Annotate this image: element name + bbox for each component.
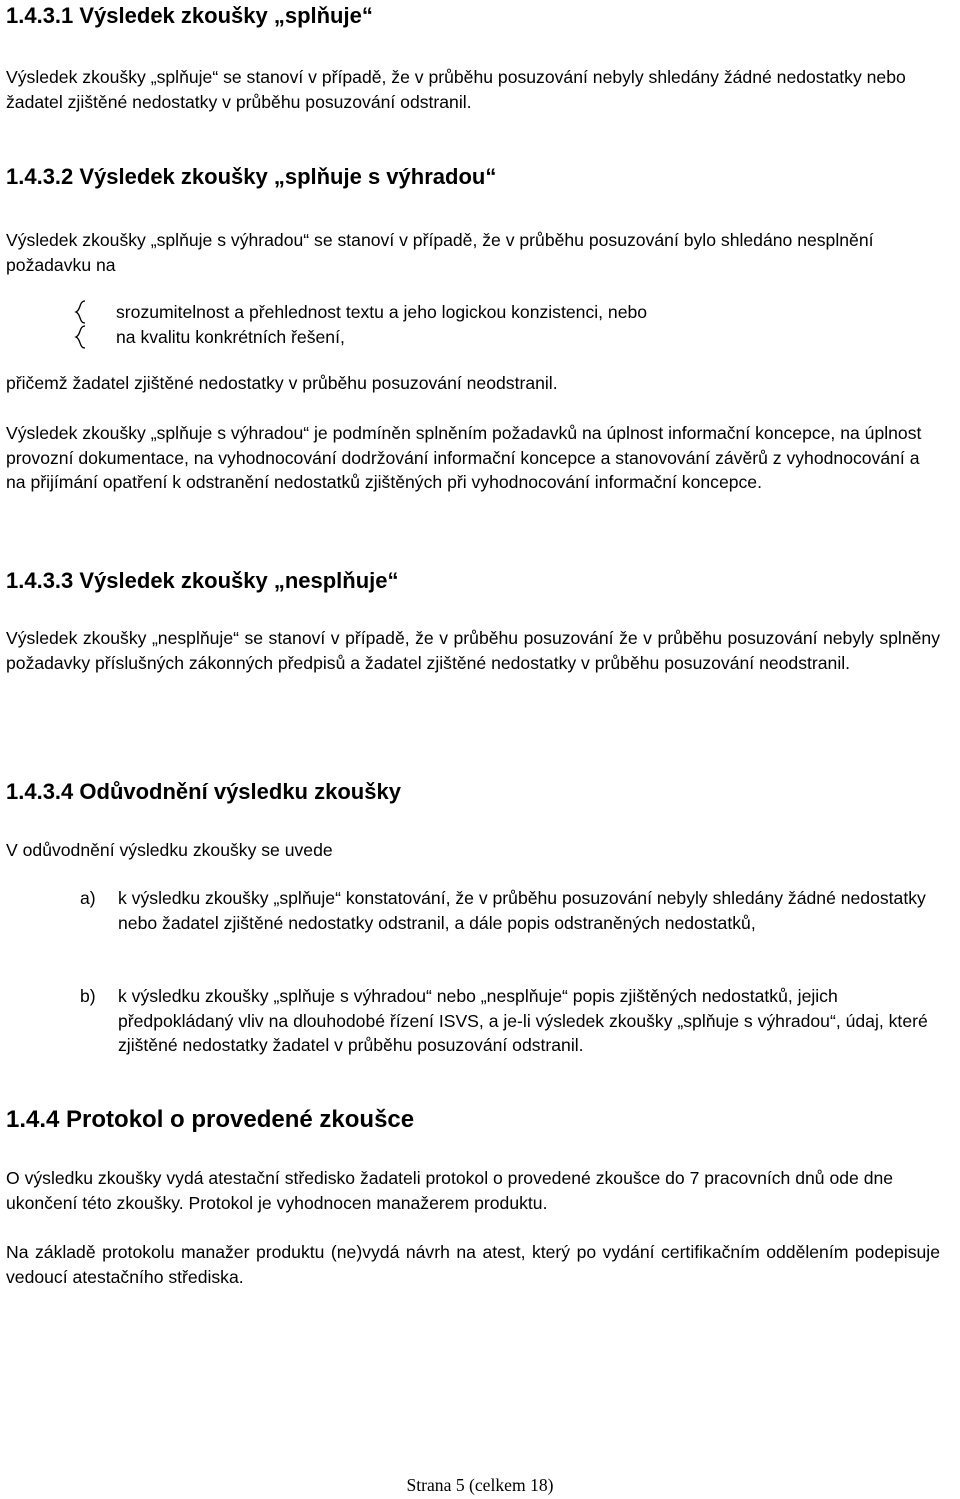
bullet-icon xyxy=(74,325,94,349)
bullet-item-1: srozumitelnost a přehlednost textu a jeho logickou konzistenci, nebo xyxy=(116,302,648,322)
paragraph-s5-protocol: O výsledku zkoušky vydá atestační středisko žadateli protokol o provedené zkoušce do 7 pracovních dnů ode dne ukončení této zkoušky. Protokol je vyhodnocen manažerem produktu. xyxy=(6,1168,894,1213)
paragraph-s3: Výsledek zkoušky „nesplňuje“ se stanoví v případě, že v průběhu posuzování že v průběhu posuzování nebyly splněny požadavky příslušných zákonných předpisů a žadatel zjištěné nedostatky v průběhu posuzování neodstranil. xyxy=(6,628,940,673)
paragraph-s4-intro: V odůvodnění výsledku zkoušky se uvede xyxy=(6,840,333,860)
paragraph-s2-intro: Výsledek zkoušky „splňuje s výhradou“ se stanoví v případě, že v průběhu posuzování bylo shledáno nesplnění požadavku na xyxy=(6,230,874,275)
list-item-b: k výsledku zkoušky „splňuje s výhradou“ nebo „nesplňuje“ popis zjištěných nedostatků, jejich předpokládaný vliv na dlouhodobé řízení ISVS, a je-li výsledek zkoušky „splňuje s výhradou“, údaj, které zjištěné nedostatky žadatel v průběhu posuzování odstranil. xyxy=(118,986,928,1055)
heading-1-4-3-3: 1.4.3.3 Výsledek zkoušky „nesplňuje“ xyxy=(6,568,399,593)
heading-1-4-3-4: 1.4.3.4 Odůvodnění výsledku zkoušky xyxy=(6,779,401,804)
paragraph-s2-requirement: Výsledek zkoušky „splňuje s výhradou“ je podmíněn splněním požadavků na úplnost informační koncepce, na úplnost provozní dokumentace, na vyhodnocování dodržování informační koncepce a stanovování závěrů z vyhodnocování a na přijímání opatření k odstranění nedostatků zjištěných při vyhodnocování informační koncepce. xyxy=(6,423,922,492)
heading-1-4-3-1: 1.4.3.1 Výsledek zkoušky „splňuje“ xyxy=(6,3,373,28)
bullet-icon xyxy=(74,300,94,324)
list-label-a: a) xyxy=(80,888,96,908)
heading-1-4-4: 1.4.4 Protokol o provedené zkoušce xyxy=(6,1106,415,1133)
list-label-b: b) xyxy=(80,986,96,1006)
paragraph-s1: Výsledek zkoušky „splňuje“ se stanoví v případě, že v průběhu posuzování nebyly shledány žádné nedostatky nebo žadatel zjištěné nedostatky v průběhu posuzování odstranil. xyxy=(6,67,906,112)
list-item-a: k výsledku zkoušky „splňuje“ konstatování, že v průběhu posuzování nebyly shledány žádné nedostatky nebo žadatel zjištěné nedostatky odstranil, a dále popis odstraněných nedostatků, xyxy=(118,888,926,933)
paragraph-s5-atest: Na základě protokolu manažer produktu (ne)vydá návrh na atest, který po vydání certifikačním oddělením podepisuje vedoucí atestačního střediska. xyxy=(6,1242,940,1287)
paragraph-s2-condition: přičemž žadatel zjištěné nedostatky v průběhu posuzování neodstranil. xyxy=(6,373,558,393)
page-footer: Strana 5 (celkem 18) xyxy=(406,1475,554,1495)
heading-1-4-3-2: 1.4.3.2 Výsledek zkoušky „splňuje s výhradou“ xyxy=(6,164,497,189)
bullet-item-2: na kvalitu konkrétních řešení, xyxy=(116,327,345,347)
